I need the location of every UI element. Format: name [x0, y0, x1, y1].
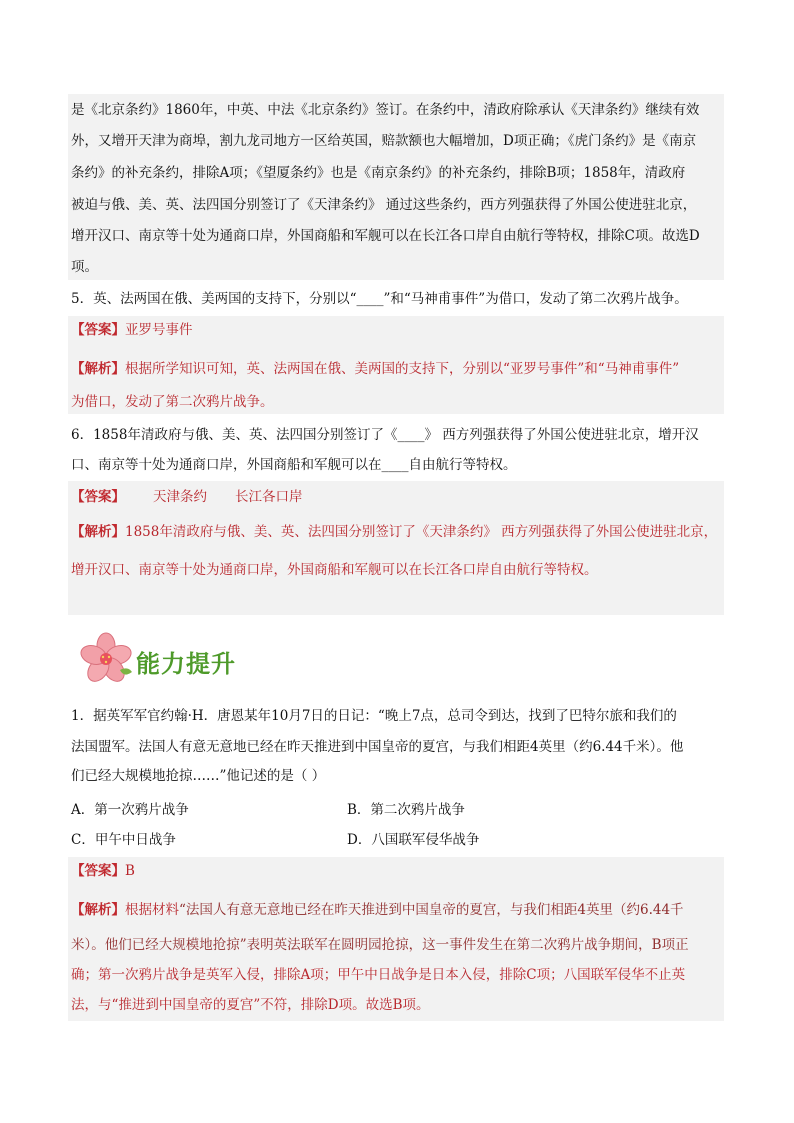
answer-tag: 【答案】 — [71, 863, 125, 879]
mc-question-1-line-2: 法国盟军。法国人有意无意地已经在昨天推进到中国皇帝的夏宫，与我们相距4英里（约6.44千米）。他 — [71, 739, 684, 755]
analysis-q6-line-1: 1858年清政府与俄、美、英、法四国分别签订了《天津条约》 西方列强获得了外国公使进驻北京， — [125, 524, 718, 540]
analysis-mc1-line-2: 米）。他们已经大规模地抢掠”表明英法联军在圆明园抢掠，这一事件发生在第二次鸦片战争期间，B项正 — [71, 937, 689, 953]
analysis-row-q5 — [71, 359, 679, 379]
analysis-mc1-line-1-plain: 根据材料 — [125, 902, 179, 918]
option-c: C．甲午中日战争 — [71, 832, 176, 848]
answer-text-q5: 亚罗号事件 — [125, 322, 193, 338]
flower-icon — [76, 628, 136, 688]
analysis-tag: 【解析】 — [71, 524, 125, 540]
analysis-row-q6 — [71, 522, 717, 542]
analysis-q5-line-2: 为借口，发动了第二次鸦片战争。 — [71, 394, 274, 410]
answer-row-q6 — [71, 487, 303, 507]
option-b: B．第二次鸦片战争 — [347, 802, 465, 818]
analysis-q4-line-3: 条约》的补充条约，排除A项；《望厦条约》也是《南京条约》的补充条约，排除B项；1858年，清政府 — [71, 165, 686, 181]
section-title: 能力提升 — [136, 650, 236, 678]
mc-question-1-line-1: 1．据英军军官约翰·H．唐恩某年10月7日的日记：“晚上7点，总司令到达，找到了巴特尔旅和我们的 — [71, 708, 677, 724]
analysis-q4-line-1: 是《北京条约》1860年，中英、中法《北京条约》签订。在条约中，清政府除承认《天津条约》继续有效 — [71, 102, 700, 118]
analysis-tag: 【解析】 — [71, 902, 125, 918]
analysis-q4-line-5: 增开汉口、南京等十处为通商口岸，外国商船和军舰可以在长江各口岸自由航行等特权，排除C项。故选D — [71, 228, 700, 244]
analysis-mc1-line-3: 确；第一次鸦片战争是英军入侵，排除A项；甲午中日战争是日本入侵，排除C项；八国联军侵华不止英 — [71, 967, 686, 983]
answer-tag: 【答案】 — [71, 489, 125, 505]
analysis-q4-line-4: 被迫与俄、美、英、法四国分别签订了《天津条约》 通过这些条约，西方列强获得了外国公使进驻北京， — [71, 197, 697, 213]
question-6-line-2: 口、南京等十处为通商口岸，外国商船和军舰可以在____自由航行等特权。 — [71, 457, 517, 473]
analysis-q4-line-6: 项。 — [71, 259, 98, 275]
mc-question-1-line-3: 们已经大规模地抢掠……”他记述的是（ ） — [71, 768, 326, 784]
analysis-q6-line-2: 增开汉口、南京等十处为通商口岸，外国商船和军舰可以在长江各口岸自由航行等特权。 — [71, 562, 598, 578]
analysis-row-mc1 — [71, 900, 684, 920]
answer-text-mc1: B — [125, 863, 135, 879]
answer-q6-blank-1: 天津条约 — [153, 489, 207, 505]
answer-tag: 【答案】 — [71, 322, 125, 338]
answer-q6-blank-2: 长江各口岸 — [235, 489, 303, 505]
analysis-q4-line-2: 外，又增开天津为商埠，割九龙司地方一区给英国，赔款额也大幅增加，D项正确；《虎门条约》是《南京 — [71, 133, 697, 149]
answer-row-q5 — [71, 320, 193, 340]
analysis-mc1-line-4: 法，与“推进到中国皇帝的夏宫”不符，排除D项。故选B项。 — [71, 997, 430, 1013]
option-a: A．第一次鸦片战争 — [71, 802, 189, 818]
answer-row-mc1 — [71, 861, 135, 881]
analysis-tag: 【解析】 — [71, 361, 125, 377]
question-5: 5．英、法两国在俄、美两国的支持下，分别以“____”和“马神甫事件”为借口，发动了第二次鸦片战争。 — [71, 291, 688, 307]
option-d: D．八国联军侵华战争 — [347, 832, 480, 848]
analysis-q5-line-1: 根据所学知识可知，英、法两国在俄、美两国的支持下，分别以“亚罗号事件”和“马神甫事件” — [125, 361, 680, 377]
analysis-mc1-line-1-quote: “法国人有意无意地已经在昨天推进到中国皇帝的夏宫，与我们相距4英里（约6.44千 — [179, 902, 684, 918]
question-6-line-1: 6．1858年清政府与俄、美、英、法四国分别签订了《____》 西方列强获得了外国公使进驻北京，增开汉 — [71, 427, 699, 443]
analysis-block-q4 — [68, 94, 724, 280]
